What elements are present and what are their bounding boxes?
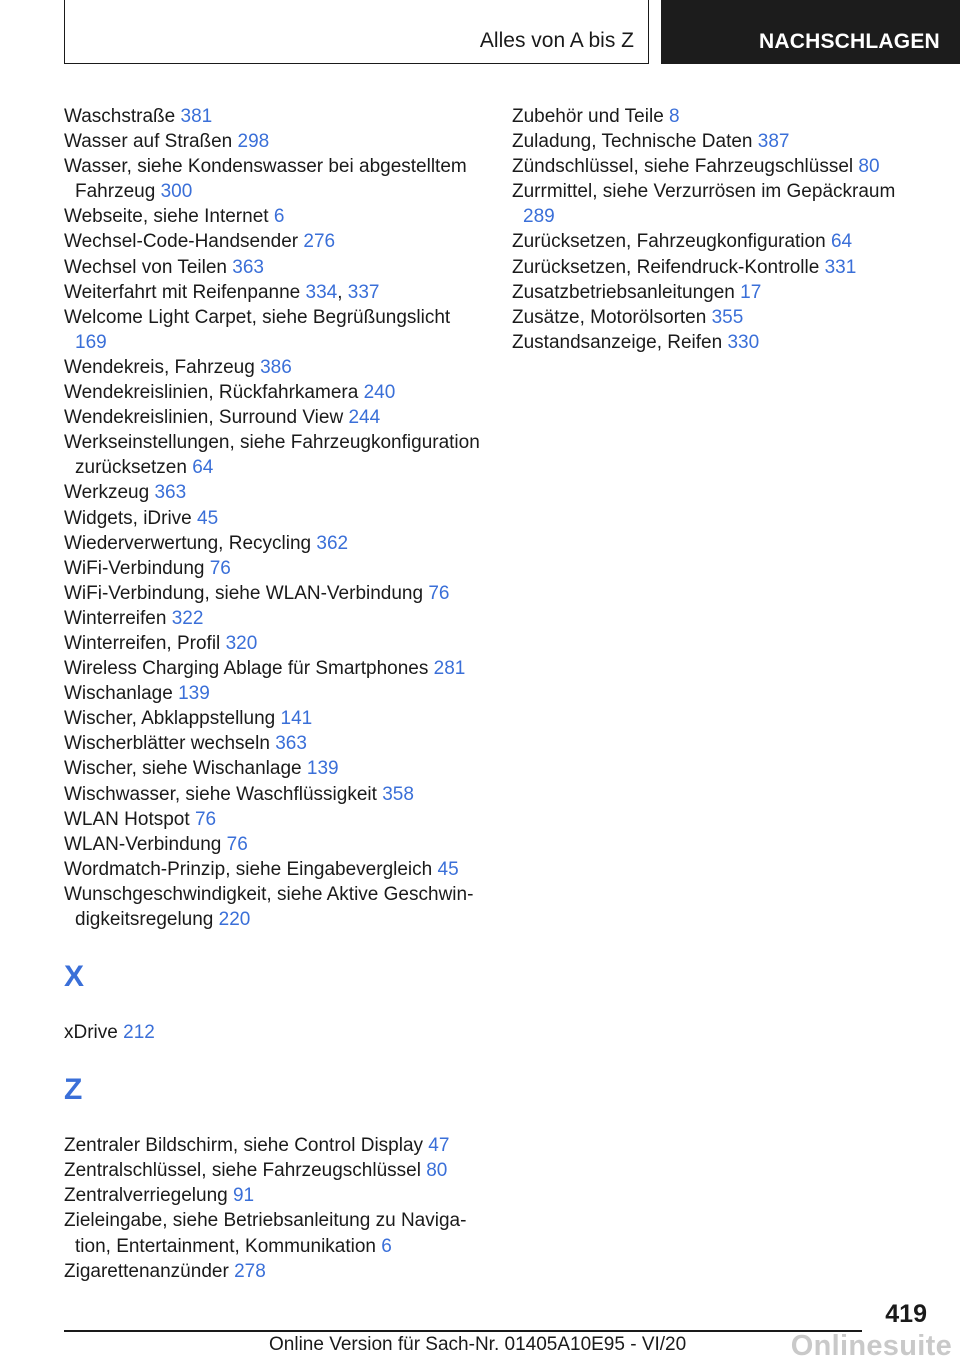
- section-title: Alles von A bis Z: [479, 29, 634, 52]
- index-entry: [64, 807, 484, 832]
- index-entry: [64, 1208, 484, 1258]
- index-entry: [64, 857, 484, 882]
- page-reference-link[interactable]: 64: [192, 457, 214, 479]
- page-reference-link[interactable]: 141: [280, 708, 313, 730]
- index-entry: [64, 581, 484, 606]
- index-term: Werkseinstellungen, siehe Fahrzeugkonfiguration zurücksetzen: [64, 432, 480, 479]
- index-entry: [512, 280, 932, 305]
- page-reference-link[interactable]: 6: [273, 206, 285, 228]
- page-reference-link[interactable]: 331: [824, 256, 857, 278]
- index-term: WLAN Hotspot: [64, 808, 190, 830]
- page-reference-link[interactable]: 45: [437, 858, 459, 880]
- index-entry: [512, 179, 932, 229]
- page-reference-link[interactable]: 80: [858, 156, 880, 178]
- index-entry: [64, 104, 484, 129]
- index-entry: [64, 531, 484, 556]
- index-term: Zubehör und Teile: [512, 106, 664, 127]
- index-term: Widgets, iDrive: [64, 507, 192, 529]
- page-reference-link[interactable]: 80: [426, 1160, 448, 1182]
- index-column-left: [64, 104, 484, 1284]
- index-term: Wendekreislinien, Surround View: [64, 407, 344, 429]
- index-entry: [64, 480, 484, 505]
- page-reference-link[interactable]: 139: [178, 683, 210, 705]
- index-term: Zustandsanzeige, Reifen: [512, 331, 723, 353]
- page-reference-link[interactable]: 330: [727, 331, 760, 353]
- index-term: Werkzeug: [64, 482, 150, 504]
- index-group-z: [64, 1133, 484, 1284]
- page-number: 419: [885, 1300, 927, 1328]
- index-term: Zigarettenanzünder: [64, 1260, 229, 1282]
- header-section-box: [64, 0, 649, 64]
- index-term: Zusatzbetriebsanleitungen: [512, 281, 735, 303]
- footer-divider: [64, 1330, 862, 1332]
- index-entry: [64, 882, 484, 932]
- index-entry: [64, 832, 484, 857]
- index-entry: [64, 1183, 484, 1208]
- index-term: Wireless Charging Ablage für Smartphones: [64, 658, 429, 680]
- page-reference-link[interactable]: 355: [711, 306, 744, 328]
- index-entry: [512, 229, 932, 254]
- index-term: Zündschlüssel, siehe Fahrzeugschlüssel: [512, 156, 854, 178]
- page-reference-link[interactable]: 212: [123, 1022, 155, 1044]
- chapter-title: NACHSCHLAGEN: [759, 30, 940, 53]
- index-term: Waschstraße: [64, 106, 176, 127]
- index-term: Wischer, Abklappstellung: [64, 708, 276, 730]
- index-entry: [64, 255, 484, 280]
- page-reference-link[interactable]: 320: [225, 632, 258, 654]
- index-term: Wasser, siehe Kondenswasser bei abgestelltem Fahrzeug: [64, 156, 467, 203]
- index-entry: [64, 506, 484, 531]
- index-entry: [64, 681, 484, 706]
- page-reference-link[interactable]: 358: [382, 783, 414, 805]
- page-reference-link[interactable]: 337: [347, 281, 380, 303]
- index-term: Wunschgeschwindigkeit, siehe Aktive Geschwindigkeitsregelung: [64, 883, 474, 930]
- page-reference-link[interactable]: 298: [237, 131, 270, 153]
- page-reference-link[interactable]: 289: [523, 206, 555, 228]
- page-reference-link[interactable]: 8: [669, 106, 680, 127]
- page-reference-link[interactable]: 363: [232, 256, 264, 278]
- index-entry: [64, 706, 484, 731]
- index-term: Zurrmittel, siehe Verzurrösen im Gepäckraum: [512, 181, 896, 203]
- index-term: Zuladung, Technische Daten: [512, 131, 753, 153]
- index-entry: [512, 104, 932, 129]
- index-term: xDrive: [64, 1022, 118, 1044]
- index-term: Zentraler Bildschirm, siehe Control Display: [64, 1135, 424, 1157]
- index-term: Zentralverriegelung: [64, 1185, 228, 1207]
- index-group-w: [64, 104, 484, 932]
- index-term: Wischwasser, siehe Waschflüssigkeit: [64, 783, 377, 805]
- online-version-note: Online Version für Sach-Nr. 01405A10E95 - VI/20: [269, 1334, 687, 1355]
- index-entry: [64, 1259, 484, 1284]
- index-entry: [64, 129, 484, 154]
- index-entry: [64, 1158, 484, 1183]
- page-reference-link[interactable]: 17: [740, 281, 762, 303]
- index-entry: [64, 1020, 484, 1045]
- index-entry: [64, 154, 484, 204]
- page-reference-link[interactable]: 45: [197, 507, 219, 529]
- page-reference-link[interactable]: 240: [363, 382, 396, 404]
- page-reference-link[interactable]: 6: [381, 1235, 392, 1257]
- index-term: Wendekreislinien, Rückfahrkamera: [64, 382, 359, 404]
- index-entry: [64, 606, 484, 631]
- index-entry: [64, 656, 484, 681]
- index-term: Wechsel von Teilen: [64, 256, 228, 278]
- index-term: Webseite, siehe Internet: [64, 206, 269, 228]
- page-reference-link[interactable]: 76: [209, 557, 231, 579]
- index-entry: [64, 556, 484, 581]
- page-reference-link[interactable]: 64: [830, 231, 853, 253]
- index-entry: [64, 731, 484, 756]
- index-term: Wendekreis, Fahrzeug: [64, 356, 255, 378]
- index-term: Zurücksetzen, Fahrzeugkonfiguration: [512, 231, 826, 253]
- page-reference-link[interactable]: 76: [194, 808, 217, 830]
- page-reference-link[interactable]: 363: [154, 482, 187, 504]
- index-entry: Weiterfahrt mit Reifenpanne 334, 337: [64, 281, 380, 303]
- index-column-right: [512, 104, 932, 355]
- index-term: Wechsel-Code-Handsender: [64, 231, 299, 253]
- index-term: Wischer, siehe Wischanlage: [64, 758, 302, 780]
- page-reference-link[interactable]: 76: [428, 582, 450, 604]
- page-reference-link[interactable]: 334: [305, 281, 338, 303]
- page-reference-link[interactable]: 362: [316, 532, 349, 554]
- index-entry: [64, 405, 484, 430]
- index-entry: [512, 305, 932, 330]
- index-term: Zentralschlüssel, siehe Fahrzeugschlüssel: [64, 1160, 421, 1182]
- index-letter-x: X: [64, 960, 85, 994]
- index-entry: [64, 631, 484, 656]
- page-reference-link[interactable]: 363: [275, 733, 307, 755]
- index-term: Welcome Light Carpet, siehe Begrüßungslicht: [64, 306, 451, 328]
- index-entry: [64, 380, 484, 405]
- index-term: WLAN-Verbindung: [64, 833, 222, 855]
- index-entry: [64, 782, 484, 807]
- index-entry: [512, 129, 932, 154]
- index-entry: [64, 204, 484, 229]
- watermark-logo: Onlinesuite: [790, 1330, 952, 1362]
- index-entry: [64, 756, 484, 781]
- page-reference-link[interactable]: 386: [260, 356, 292, 378]
- index-entry: [64, 229, 484, 254]
- index-entry: [64, 1133, 484, 1158]
- index-entry: [512, 154, 932, 179]
- page-reference-link[interactable]: 220: [218, 909, 251, 930]
- index-term: Winterreifen, Profil: [64, 632, 221, 654]
- index-entry: [64, 305, 484, 355]
- page-reference-link[interactable]: 91: [232, 1185, 255, 1207]
- index-term: Zieleingabe, siehe Betriebsanleitung zu Navigation, Entertainment, Kommunikation: [64, 1210, 467, 1257]
- index-entry: [64, 355, 484, 380]
- index-group-x: [64, 1020, 484, 1045]
- page-reference-link[interactable]: 244: [348, 407, 381, 429]
- index-term: Wasser auf Straßen: [64, 131, 233, 153]
- page-reference-link[interactable]: 276: [303, 231, 336, 253]
- page-reference-link[interactable]: 387: [757, 131, 790, 153]
- index-term: Winterreifen: [64, 607, 167, 629]
- page-reference-link[interactable]: 322: [171, 607, 204, 629]
- page-reference-link[interactable]: 381: [180, 106, 213, 127]
- page-reference-link[interactable]: 47: [428, 1135, 450, 1157]
- page-reference-link[interactable]: 281: [433, 658, 466, 680]
- index-letter-z: Z: [64, 1073, 83, 1107]
- index-term: Weiterfahrt mit Reifenpanne: [64, 281, 301, 303]
- page-reference-link[interactable]: 76: [226, 833, 248, 855]
- index-term: Wordmatch-Prinzip, siehe Eingabevergleich: [64, 858, 433, 880]
- index-term: Wischanlage: [64, 683, 173, 705]
- index-term: Wischerblätter wechseln: [64, 733, 270, 755]
- page-reference-link[interactable]: 278: [234, 1260, 266, 1282]
- index-entry: [64, 430, 484, 480]
- index-group-z-continued: [512, 104, 932, 355]
- index-term: Zusätze, Motorölsorten: [512, 306, 707, 328]
- index-entry: [512, 330, 932, 355]
- page-reference-link[interactable]: 169: [75, 331, 107, 353]
- index-term: WiFi-Verbindung, siehe WLAN-Verbindung: [64, 582, 424, 604]
- index-entry: [512, 255, 932, 280]
- index-term: WiFi-Verbindung: [64, 557, 205, 579]
- index-term: Wiederverwertung, Recycling: [64, 532, 312, 554]
- page-reference-link[interactable]: 139: [306, 758, 339, 780]
- header-chapter-tab: [661, 0, 960, 64]
- index-term: Zurücksetzen, Reifendruck-Kontrolle: [512, 256, 820, 278]
- page-reference-link[interactable]: 300: [160, 181, 193, 203]
